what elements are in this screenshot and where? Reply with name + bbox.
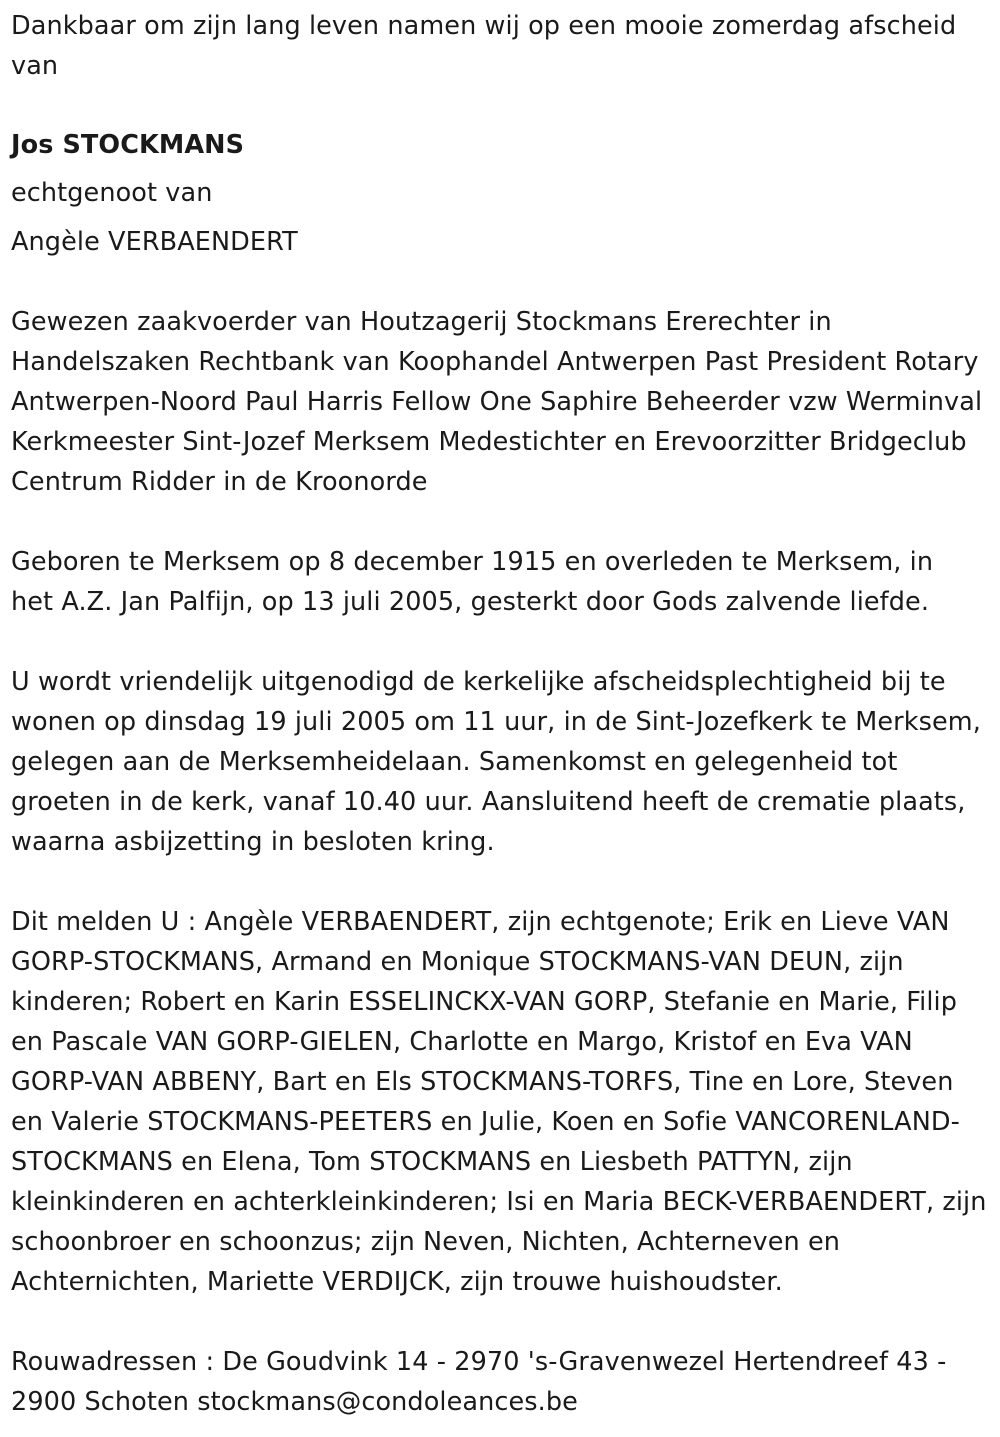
family-paragraph: Dit melden U : Angèle VERBAENDERT, zijn echtgenote; Erik en Lieve VAN GORP-STOCKMANS, Armand en Monique STOCKMANS-VAN DEUN, zijn kinderen; Robert en Karin ESSELINCKX-VAN GORP, Stefanie en Marie, Filip en Pascale VAN GORP-GIELEN, Charlotte en Margo, Kristof en Eva VAN GORP-VAN ABBENY, Bart en Els STOCKMANS-TORFS, Tine en Lore, Steven en Valerie STOCKMANS-PEETERS en Julie, Koen en Sofie VANCORENLAND-STOCKMANS en Elena, Tom STOCKMANS en Liesbeth PATTYN, zijn kleinkinderen en achterkleinkinderen; Isi en Maria BECK-VERBAENDERT, zijn schoonbroer en schoonzus; zijn Neven, Nichten, Achterneven en Achternichten, Mariette VERDIJCK, zijn trouwe huishoudster. bbox=[11, 907, 987, 1297]
deceased-name: Jos STOCKMANS bbox=[11, 130, 245, 160]
spouse-name: Angèle VERBAENDERT bbox=[11, 227, 298, 257]
spouse-label: echtgenoot van bbox=[11, 178, 213, 208]
funeral-paragraph: U wordt vriendelijk uitgenodigd de kerkelijke afscheidsplechtigheid bij te wonen op dinsdag 19 juli 2005 om 11 uur, in de Sint-Jozefkerk te Merksem, gelegen aan de Merksemheidelaan. Samenkomst en gelegenheid tot groeten in de kerk, vanaf 10.40 uur. Aansluitend heeft de crematie plaats, waarna asbijzetting in besloten kring. bbox=[11, 667, 981, 857]
condolence-address bbox=[11, 1342, 983, 1422]
condolence-email-link[interactable]: stockmans@condoleances.be bbox=[197, 1387, 578, 1417]
career-paragraph: Gewezen zaakvoerder van Houtzagerij Stockmans Ererechter in Handelszaken Rechtbank van Koophandel Antwerpen Past President Rotary Antwerpen-Noord Paul Harris Fellow One Saphire Beheerder vzw Werminval Kerkmeester Sint-Jozef Merksem Medestichter en Erevoorzitter Bridgeclub Centrum Ridder in de Kroonorde bbox=[11, 307, 983, 497]
birth-death-paragraph: Geboren te Merksem op 8 december 1915 en overleden te Merksem, in het A.Z. Jan Palfijn, op 13 juli 2005, gesterkt door Gods zalvende liefde. bbox=[11, 547, 934, 617]
intro-text: Dankbaar om zijn lang leven namen wij op een mooie zomerdag afscheid van bbox=[11, 11, 957, 81]
address-text: Rouwadressen : De Goudvink 14 - 2970 's-Gravenwezel Hertendreef 43 - 2900 Schoten bbox=[11, 1347, 947, 1417]
